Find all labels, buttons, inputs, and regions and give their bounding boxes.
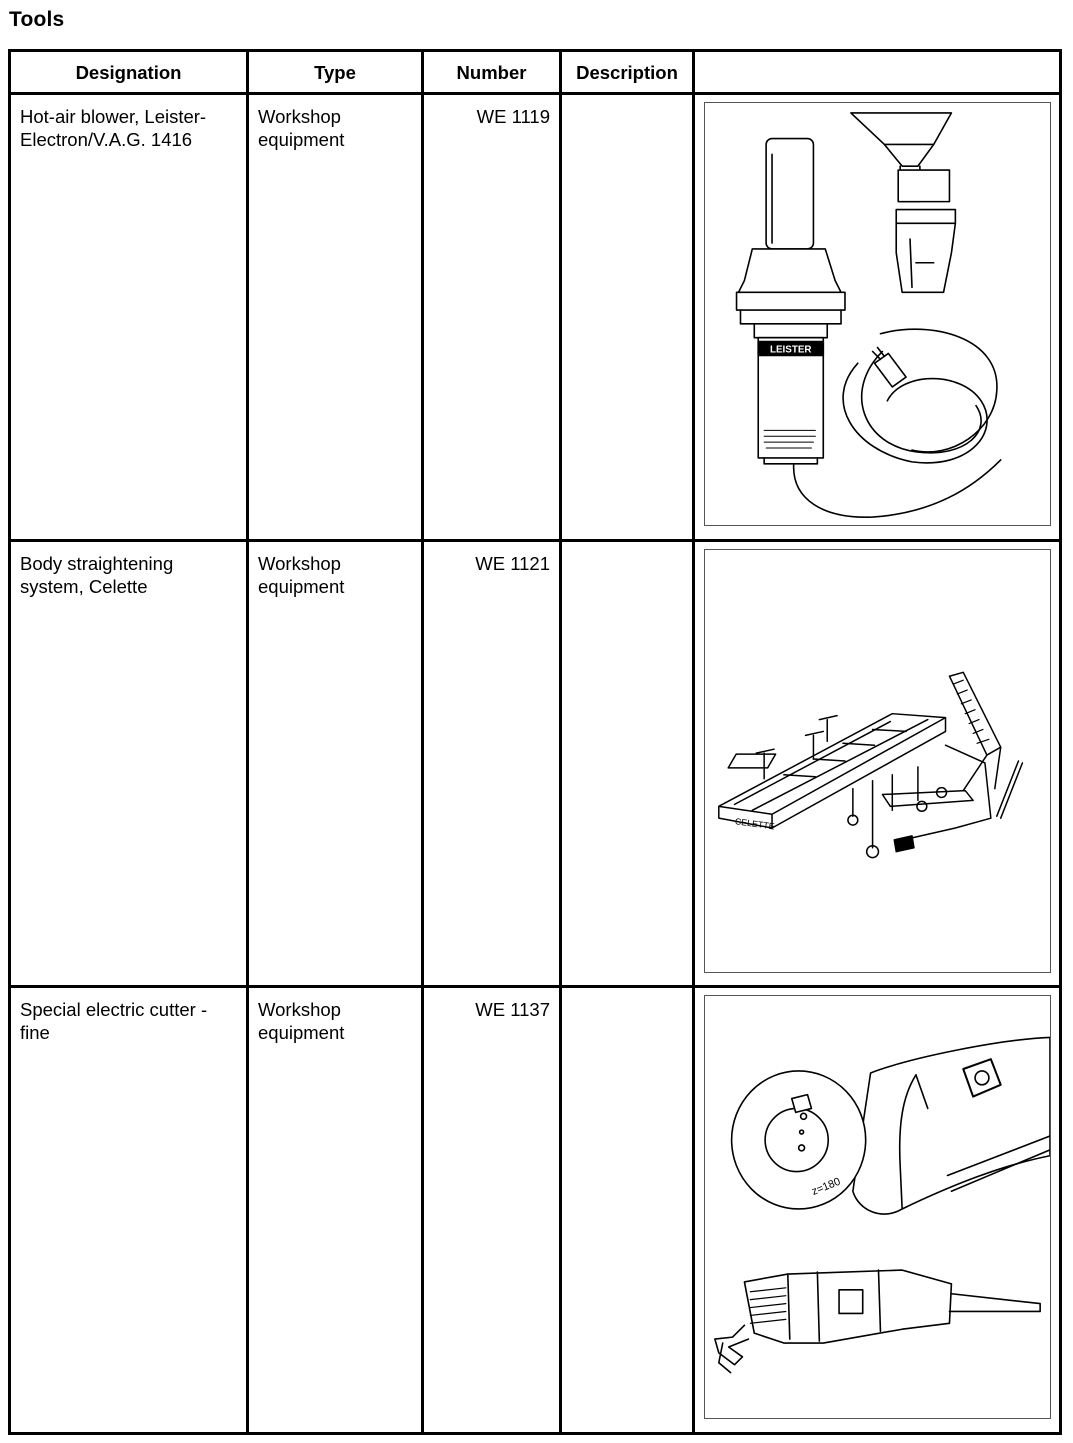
page-title: Tools bbox=[9, 8, 65, 31]
description-text bbox=[562, 542, 692, 552]
header-illustration bbox=[694, 51, 1061, 94]
description-text bbox=[562, 988, 692, 998]
type-text: Workshop equipment bbox=[258, 552, 345, 597]
designation-text: Body straightening system, Celette bbox=[20, 552, 174, 597]
header-type: Type bbox=[248, 51, 423, 94]
frame-brand-label: CELETTE bbox=[734, 815, 776, 832]
electric-cutter-icon bbox=[704, 995, 1051, 1419]
number-text: WE 1121 bbox=[475, 552, 550, 574]
number-cell bbox=[423, 540, 561, 987]
header-number: Number bbox=[423, 51, 561, 94]
type-cell bbox=[248, 540, 423, 987]
description-cell bbox=[561, 94, 694, 541]
designation-cell bbox=[10, 987, 248, 1434]
designation-cell bbox=[10, 94, 248, 541]
description-text bbox=[562, 95, 692, 105]
number-cell bbox=[423, 94, 561, 541]
designation-cell bbox=[10, 540, 248, 987]
number-text: WE 1119 bbox=[476, 106, 550, 127]
table-row bbox=[10, 987, 1061, 1434]
description-cell bbox=[561, 987, 694, 1434]
designation-text: Special electric cutter - fine bbox=[20, 999, 208, 1044]
blade-marking-label: z=180 bbox=[810, 1175, 843, 1199]
header-designation: Designation bbox=[10, 51, 248, 94]
body-straightening-system-icon bbox=[704, 549, 1051, 973]
table-row bbox=[10, 94, 1061, 541]
illustration-cell bbox=[694, 540, 1061, 987]
hot-air-blower-icon bbox=[704, 102, 1051, 526]
type-cell bbox=[248, 987, 423, 1434]
header-row bbox=[10, 51, 1061, 94]
type-cell bbox=[248, 94, 423, 541]
tools-table bbox=[8, 49, 1062, 1435]
number-text: WE 1137 bbox=[475, 999, 550, 1021]
header-description: Description bbox=[561, 51, 694, 94]
illustration-cell bbox=[694, 94, 1061, 541]
number-cell bbox=[423, 987, 561, 1434]
type-text: Workshop equipment bbox=[258, 106, 345, 150]
type-text: Workshop equipment bbox=[258, 999, 345, 1044]
designation-text: Hot-air blower, Leister-Electron/V.A.G. 1416 bbox=[20, 106, 207, 150]
blower-brand-label: LEISTER bbox=[769, 344, 812, 356]
table-row bbox=[10, 540, 1061, 987]
description-cell bbox=[561, 540, 694, 987]
illustration-cell bbox=[694, 987, 1061, 1434]
